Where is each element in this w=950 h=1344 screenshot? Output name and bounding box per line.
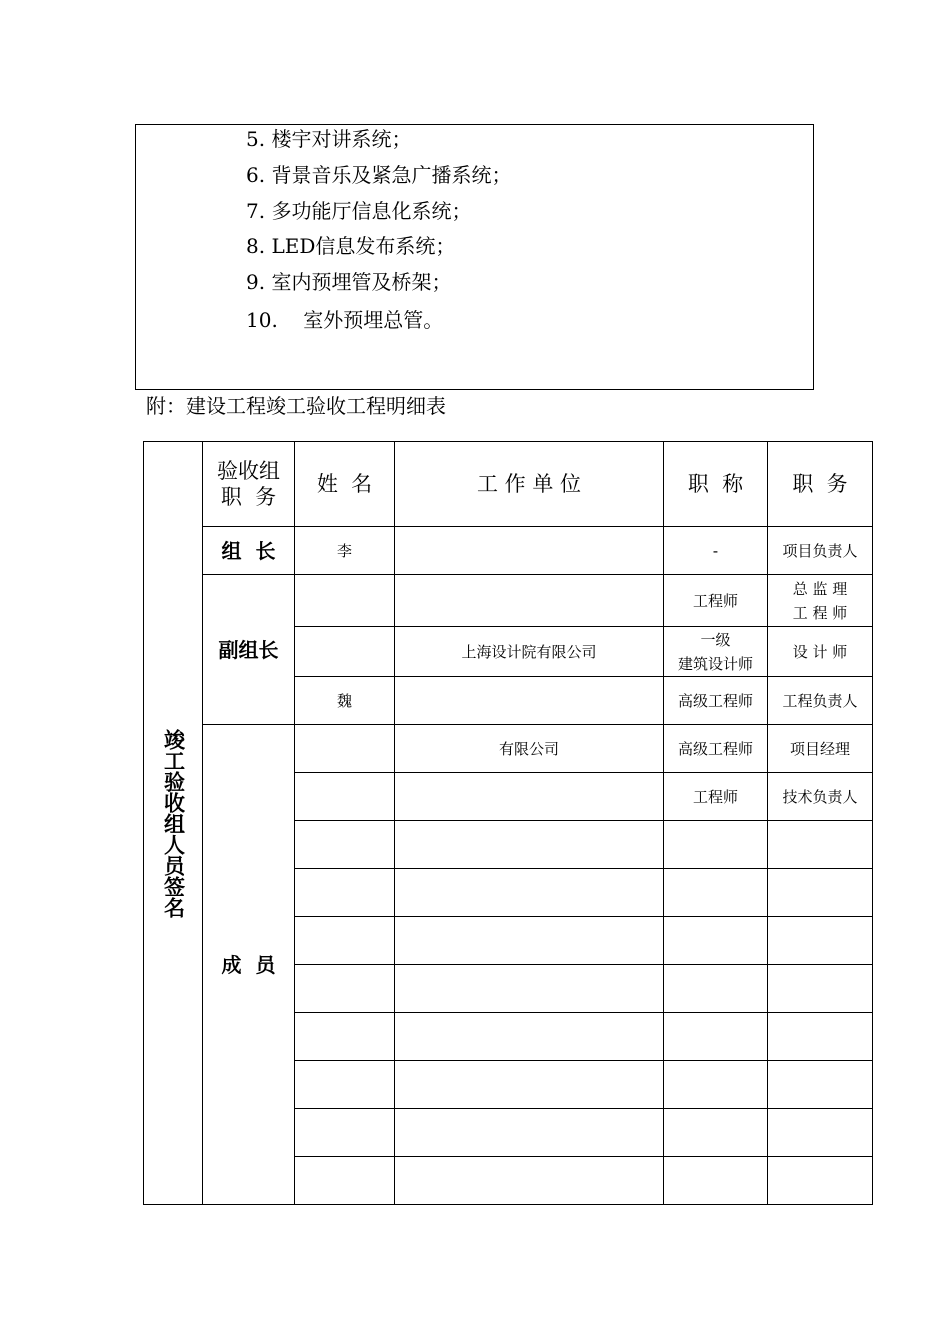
cell-position[interactable] <box>768 917 873 965</box>
role-leader: 组 长 <box>203 527 295 575</box>
cell-unit[interactable] <box>395 677 664 725</box>
cell-title[interactable] <box>664 1157 768 1205</box>
cell-name[interactable] <box>295 1013 395 1061</box>
cell-name[interactable] <box>295 965 395 1013</box>
cell-unit[interactable] <box>395 773 664 821</box>
cell-unit[interactable] <box>395 965 664 1013</box>
system-list-box <box>135 124 814 390</box>
attachment-note: 附：建设工程竣工验收工程明细表 <box>146 394 446 418</box>
system-item-6: 6. 背景音乐及紧急广播系统； <box>246 163 512 187</box>
system-item-8: 8. LED信息发布系统； <box>246 234 456 258</box>
cell-unit[interactable] <box>395 1061 664 1109</box>
cell-name[interactable] <box>295 869 395 917</box>
cell-title[interactable] <box>664 821 768 869</box>
system-item-7: 7. 多功能厅信息化系统； <box>246 199 472 223</box>
header-role: 验收组 职 务 <box>203 442 295 527</box>
role-deputy: 副组长 <box>203 575 295 725</box>
cell-unit[interactable] <box>395 1013 664 1061</box>
cell-position[interactable]: 设 计 师 <box>768 627 873 677</box>
system-item-5: 5. 楼宇对讲系统； <box>246 127 412 151</box>
cell-unit[interactable] <box>395 821 664 869</box>
cell-name[interactable] <box>295 917 395 965</box>
cell-unit[interactable] <box>395 527 664 575</box>
cell-position[interactable] <box>768 965 873 1013</box>
table-row <box>144 527 873 575</box>
side-label-cell <box>144 442 203 1205</box>
header-row <box>144 442 873 527</box>
cell-title[interactable]: - <box>664 527 768 575</box>
cell-title[interactable]: 工程师 <box>664 773 768 821</box>
header-name: 姓 名 <box>295 442 395 527</box>
cell-title[interactable] <box>664 917 768 965</box>
cell-title[interactable] <box>664 1061 768 1109</box>
header-title: 职 称 <box>664 442 768 527</box>
side-label: 竣工验收组人员签名 <box>161 728 186 918</box>
cell-position[interactable]: 技术负责人 <box>768 773 873 821</box>
cell-name[interactable] <box>295 821 395 869</box>
header-unit: 工 作 单 位 <box>395 442 664 527</box>
cell-name[interactable]: 魏 <box>295 677 395 725</box>
header-position: 职 务 <box>768 442 873 527</box>
cell-name[interactable] <box>295 725 395 773</box>
cell-unit[interactable] <box>395 575 664 627</box>
cell-position[interactable] <box>768 821 873 869</box>
cell-title[interactable]: 高级工程师 <box>664 725 768 773</box>
cell-unit[interactable] <box>395 1109 664 1157</box>
cell-position[interactable] <box>768 1061 873 1109</box>
system-item-10: 10. 室外预埋总管。 <box>246 308 444 332</box>
cell-title[interactable]: 工程师 <box>664 575 768 627</box>
cell-title[interactable] <box>664 1013 768 1061</box>
table-row <box>144 575 873 627</box>
cell-name[interactable] <box>295 575 395 627</box>
cell-name[interactable] <box>295 773 395 821</box>
cell-name[interactable] <box>295 1109 395 1157</box>
system-item-9: 9. 室内预埋管及桥架； <box>246 270 452 294</box>
cell-title[interactable] <box>664 869 768 917</box>
cell-name[interactable] <box>295 1157 395 1205</box>
cell-position[interactable]: 项目经理 <box>768 725 873 773</box>
cell-position[interactable]: 项目负责人 <box>768 527 873 575</box>
acceptance-signature-table <box>143 441 873 1205</box>
cell-name[interactable] <box>295 1061 395 1109</box>
cell-unit[interactable] <box>395 1157 664 1205</box>
role-member: 成 员 <box>203 725 295 1205</box>
cell-title[interactable]: 高级工程师 <box>664 677 768 725</box>
cell-title[interactable] <box>664 965 768 1013</box>
cell-position[interactable]: 总 监 理 工 程 师 <box>768 575 873 627</box>
cell-name[interactable] <box>295 627 395 677</box>
cell-title[interactable] <box>664 1109 768 1157</box>
cell-position[interactable] <box>768 1013 873 1061</box>
cell-position[interactable] <box>768 1157 873 1205</box>
cell-title[interactable]: 一级 建筑设计师 <box>664 627 768 677</box>
cell-position[interactable] <box>768 1109 873 1157</box>
cell-name[interactable]: 李 <box>295 527 395 575</box>
cell-unit[interactable] <box>395 869 664 917</box>
cell-unit[interactable]: 有限公司 <box>395 725 664 773</box>
cell-position[interactable] <box>768 869 873 917</box>
cell-unit[interactable] <box>395 917 664 965</box>
cell-unit[interactable]: 上海设计院有限公司 <box>395 627 664 677</box>
cell-position[interactable]: 工程负责人 <box>768 677 873 725</box>
table-row <box>144 725 873 773</box>
